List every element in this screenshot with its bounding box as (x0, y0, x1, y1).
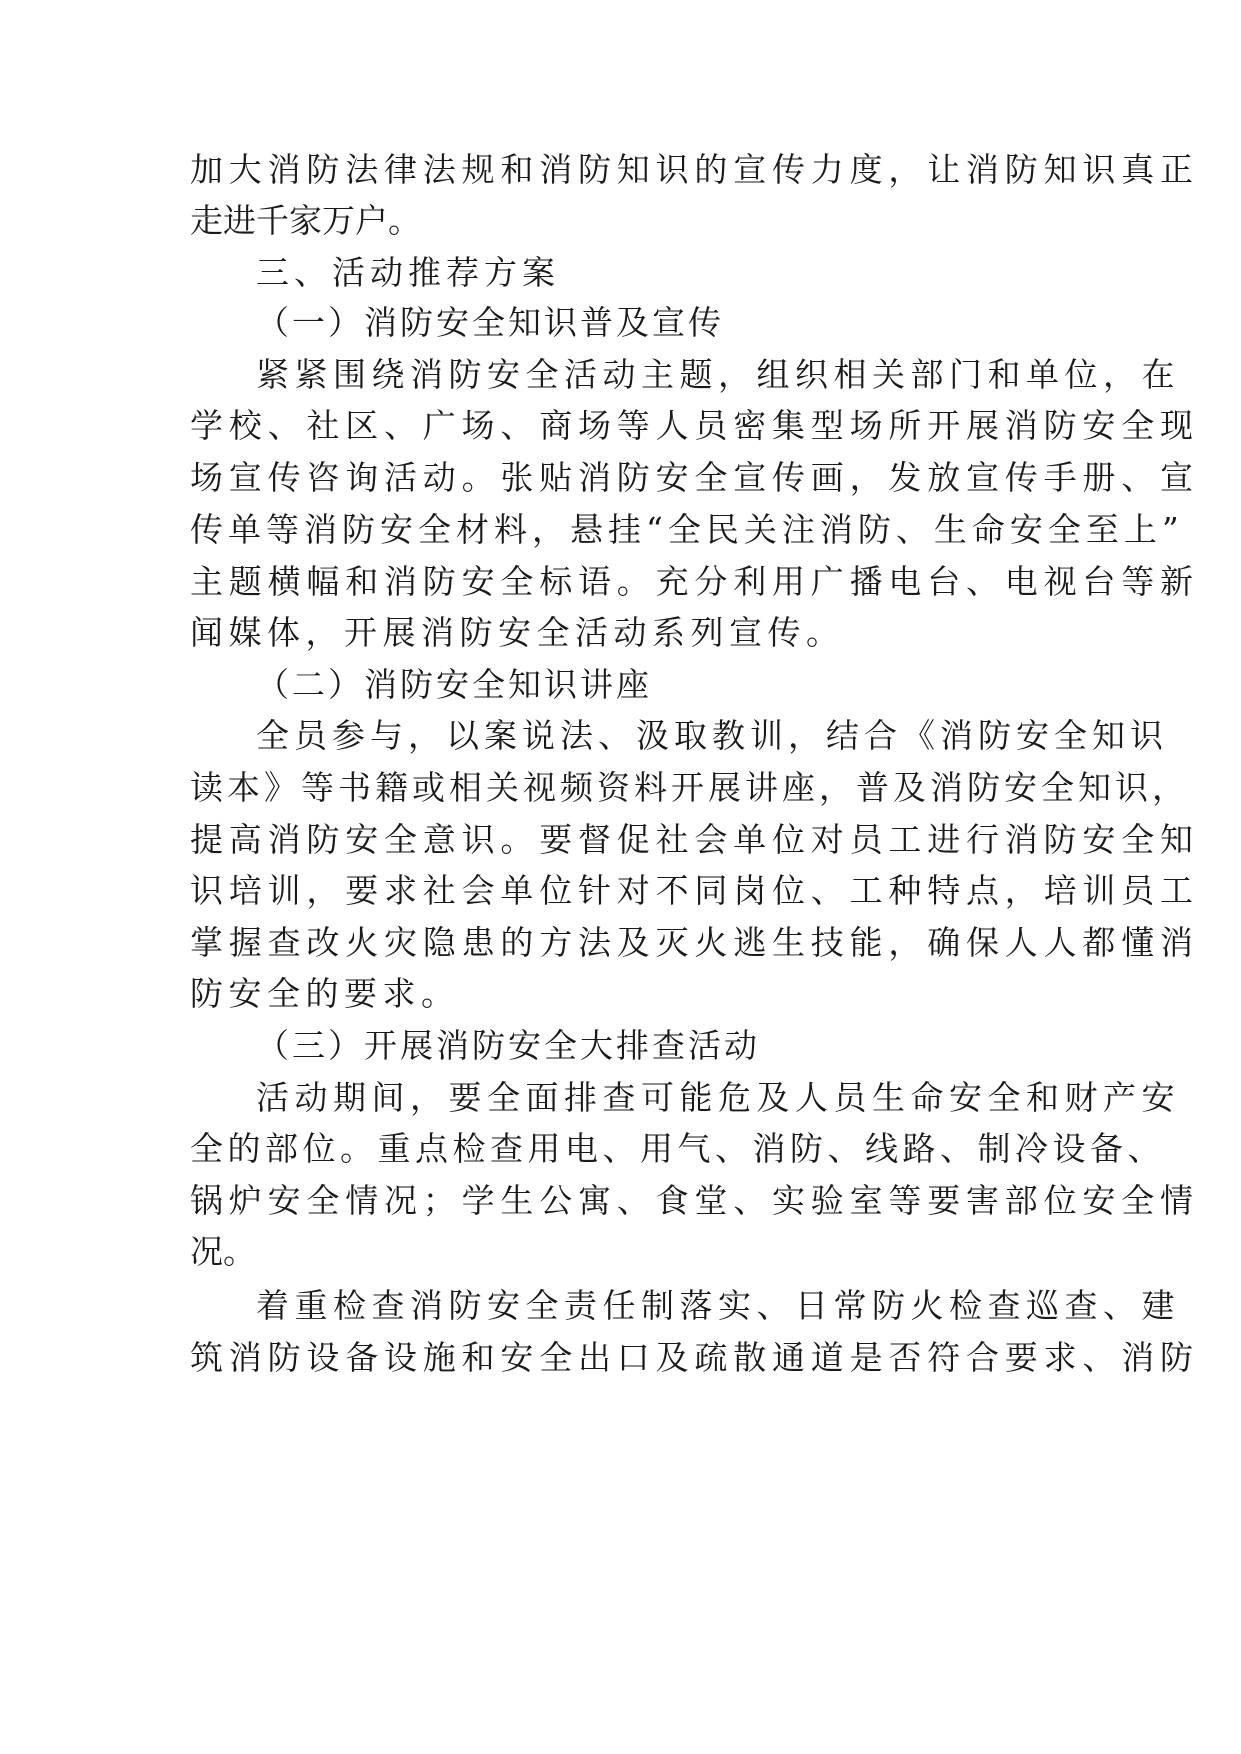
paragraph-line: 加大消防法律法规和消防知识的宣传力度，让消防知识真正 (190, 150, 1199, 189)
subsection-heading: （三）开展消防安全大排查活动 (256, 1026, 760, 1065)
paragraph-line: 识培训，要求社会单位针对不同岗位、工种特点，培训员工 (190, 871, 1199, 910)
paragraph-line: 况。 (190, 1232, 256, 1271)
subsection-heading: （二）消防安全知识讲座 (256, 665, 652, 704)
paragraph-line: 活动期间，要全面排查可能危及人员生命安全和财产安 (256, 1078, 1180, 1117)
paragraph-line: 全的部位。重点检查用电、用气、消防、线路、制冷设备、 (190, 1129, 1165, 1168)
paragraph-line: 防安全的要求。 (190, 974, 460, 1013)
paragraph-line: 走进千家万户。 (190, 201, 421, 240)
paragraph-line: 闻媒体，开展消防安全活动系列宣传。 (190, 613, 845, 652)
paragraph-line: 读本》等书籍或相关视频资料开展讲座，普及消防安全知识， (190, 768, 1189, 807)
paragraph-line: 掌握查改火灾隐患的方法及灭火逃生技能，确保人人都懂消 (190, 923, 1199, 962)
paragraph-line: 场宣传咨询活动。张贴消防安全宣传画，发放宣传手册、宣 (190, 458, 1199, 497)
paragraph-line: 锅炉安全情况；学生公寓、食堂、实验室等要害部位安全情 (190, 1181, 1199, 1220)
paragraph-line: 筑消防设备设施和安全出口及疏散通道是否符合要求、消防 (190, 1338, 1199, 1377)
paragraph-line: 紧紧围绕消防安全活动主题，组织相关部门和单位，在 (256, 355, 1180, 394)
subsection-heading: （一）消防安全知识普及宣传 (256, 303, 724, 342)
paragraph-line: 提高消防安全意识。要督促社会单位对员工进行消防安全知 (190, 820, 1199, 859)
paragraph-line: 全员参与，以案说法、汲取教训，结合《消防安全知识 (256, 716, 1168, 755)
paragraph-line: 学校、社区、广场、商场等人员密集型场所开展消防安全现 (190, 406, 1199, 445)
paragraph-line: 着重检查消防安全责任制落实、日常防火检查巡查、建 (256, 1286, 1180, 1325)
paragraph-line: 传单等消防安全材料，悬挂“全民关注消防、生命安全至上” (190, 510, 1184, 549)
section-heading: 三、活动推荐方案 (256, 253, 560, 292)
paragraph-line: 主题横幅和消防安全标语。充分利用广播电台、电视台等新 (190, 562, 1199, 601)
